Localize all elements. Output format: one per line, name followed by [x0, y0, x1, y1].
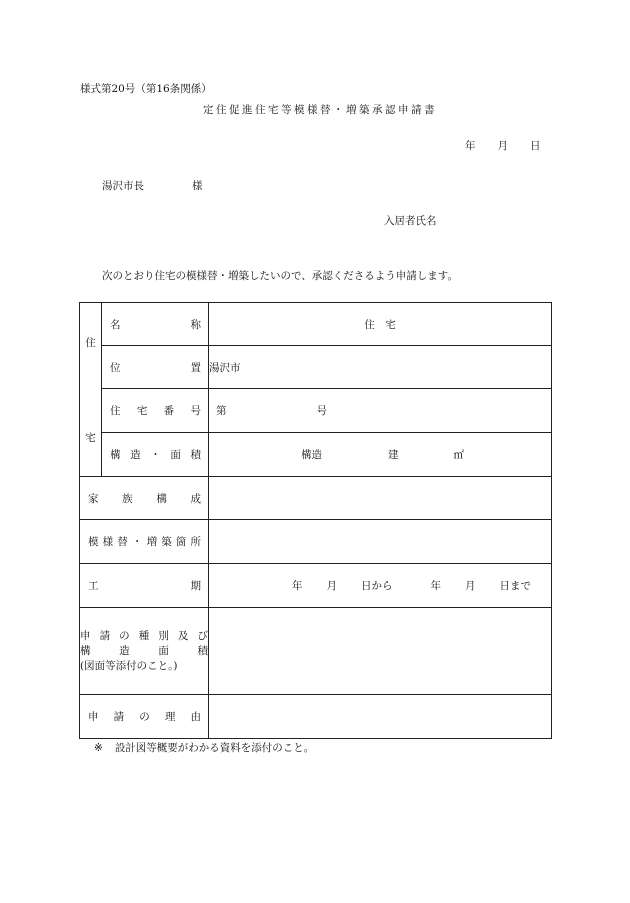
structure-value[interactable]: 構造 建 ㎡ [209, 433, 552, 477]
family-value[interactable] [209, 477, 552, 520]
period-value[interactable]: 年 月 日から 年 月 日まで [209, 564, 552, 608]
date-year: 年 [465, 140, 476, 152]
number-label: 住 宅 番 号 [102, 389, 209, 433]
housing-group-label: 住 宅 [80, 303, 102, 477]
alteration-label: 模 様 替 ・ 増 築 箇 所 [80, 520, 209, 564]
application-table [79, 302, 552, 739]
date-month: 月 [497, 140, 508, 152]
note-text: 設計図等概要がわかる資料を添付のこと。 [114, 742, 315, 754]
reason-label: 申 請 の 理 由 [80, 695, 209, 739]
period-label: 工 期 [80, 564, 209, 608]
table-row-reason [80, 695, 552, 739]
table-row-period [80, 564, 552, 608]
number-value[interactable]: 第 号 [209, 389, 552, 433]
alteration-value[interactable] [209, 520, 552, 564]
table-row-type [80, 608, 552, 695]
note-mark: ※ [94, 742, 103, 754]
addressee-honorific: 様 [192, 180, 203, 192]
location-value[interactable]: 湯沢市 [209, 346, 552, 389]
table-row-number [80, 389, 552, 433]
intro-text: 次のとおり住宅の模様替・増築したいので、承認くださるよう申請します。 [102, 270, 458, 282]
table-row-structure [80, 433, 552, 477]
table-row-name [80, 303, 552, 346]
table-row-alteration [80, 520, 552, 564]
date-day: 日 [530, 140, 541, 152]
structure-label: 構 造 ・ 面 積 [102, 433, 209, 477]
type-label: 申 請 の 種 別 及 び 構 造 面 積 (図面等添付のこと。) [80, 608, 209, 695]
name-value[interactable]: 住 宅 [209, 303, 552, 346]
location-label: 位 置 [102, 346, 209, 389]
date-line [465, 138, 541, 153]
addressee-name: 湯沢市長 [102, 180, 144, 192]
name-label: 名 称 [102, 303, 209, 346]
table-row-location [80, 346, 552, 389]
document-title: 定住促進住宅等模様替・増築承認申請書 [203, 104, 437, 116]
footnote [94, 740, 314, 755]
form-number: 様式第20号（第16条関係） [80, 83, 212, 95]
reason-value[interactable] [209, 695, 552, 739]
applicant-name-label: 入居者氏名 [384, 215, 437, 227]
addressee [102, 178, 203, 193]
table-row-family [80, 477, 552, 520]
type-value[interactable] [209, 608, 552, 695]
family-label: 家 族 構 成 [80, 477, 209, 520]
